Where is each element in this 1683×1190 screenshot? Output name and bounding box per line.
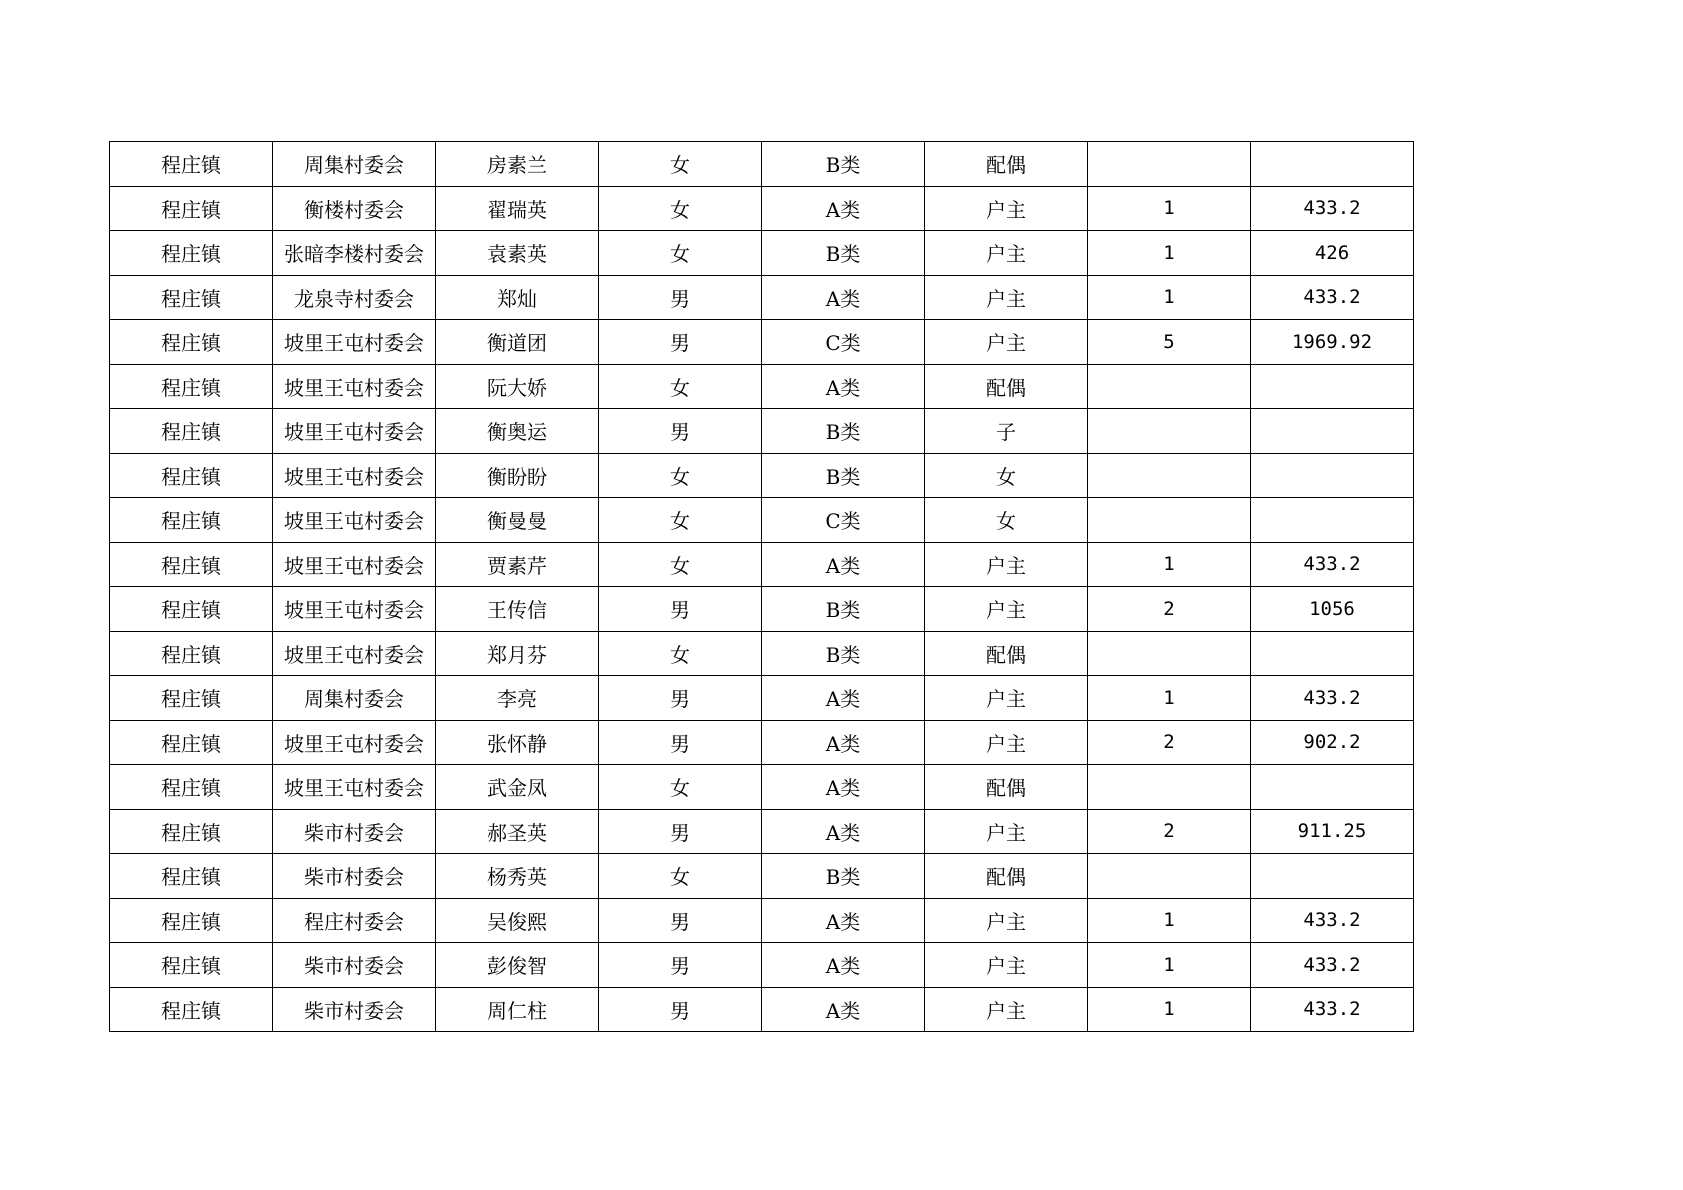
count-cell: 1 [1088, 542, 1251, 587]
relation-cell: 配偶 [925, 765, 1088, 810]
amount-cell [1251, 498, 1414, 543]
relation-cell: 户主 [925, 987, 1088, 1032]
town-cell: 程庄镇 [110, 987, 273, 1032]
count-cell [1088, 409, 1251, 454]
town-cell: 程庄镇 [110, 275, 273, 320]
count-cell: 1 [1088, 186, 1251, 231]
village-cell: 坡里王屯村委会 [273, 498, 436, 543]
gender-cell: 男 [599, 943, 762, 988]
table-row [110, 987, 1414, 1032]
name-cell: 袁素英 [436, 231, 599, 276]
relation-cell: 配偶 [925, 142, 1088, 187]
amount-cell: 1056 [1251, 587, 1414, 632]
village-cell: 坡里王屯村委会 [273, 320, 436, 365]
village-cell: 柴市村委会 [273, 809, 436, 854]
table-row [110, 898, 1414, 943]
gender-cell: 女 [599, 142, 762, 187]
table-row [110, 587, 1414, 632]
count-cell: 1 [1088, 275, 1251, 320]
category-cell: A类 [762, 720, 925, 765]
village-cell: 程庄村委会 [273, 898, 436, 943]
gender-cell: 男 [599, 898, 762, 943]
name-cell: 郑月芬 [436, 631, 599, 676]
amount-cell: 911.25 [1251, 809, 1414, 854]
amount-cell: 902.2 [1251, 720, 1414, 765]
relation-cell: 户主 [925, 943, 1088, 988]
amount-cell: 426 [1251, 231, 1414, 276]
gender-cell: 女 [599, 765, 762, 810]
category-cell: A类 [762, 676, 925, 721]
town-cell: 程庄镇 [110, 364, 273, 409]
relation-cell: 户主 [925, 542, 1088, 587]
table-row [110, 364, 1414, 409]
relation-cell: 户主 [925, 186, 1088, 231]
relation-cell: 女 [925, 498, 1088, 543]
amount-cell: 433.2 [1251, 987, 1414, 1032]
table-row [110, 631, 1414, 676]
table-row [110, 676, 1414, 721]
amount-cell [1251, 631, 1414, 676]
gender-cell: 女 [599, 364, 762, 409]
town-cell: 程庄镇 [110, 587, 273, 632]
gender-cell: 男 [599, 409, 762, 454]
name-cell: 彭俊智 [436, 943, 599, 988]
count-cell: 1 [1088, 676, 1251, 721]
town-cell: 程庄镇 [110, 542, 273, 587]
town-cell: 程庄镇 [110, 453, 273, 498]
category-cell: A类 [762, 809, 925, 854]
name-cell: 阮大娇 [436, 364, 599, 409]
name-cell: 武金凤 [436, 765, 599, 810]
town-cell: 程庄镇 [110, 498, 273, 543]
relation-cell: 户主 [925, 587, 1088, 632]
table-row [110, 809, 1414, 854]
amount-cell: 433.2 [1251, 542, 1414, 587]
table-row [110, 409, 1414, 454]
name-cell: 吴俊熙 [436, 898, 599, 943]
town-cell: 程庄镇 [110, 409, 273, 454]
town-cell: 程庄镇 [110, 765, 273, 810]
table-row [110, 765, 1414, 810]
table-row [110, 854, 1414, 899]
town-cell: 程庄镇 [110, 720, 273, 765]
name-cell: 王传信 [436, 587, 599, 632]
count-cell [1088, 453, 1251, 498]
table-row [110, 231, 1414, 276]
amount-cell [1251, 409, 1414, 454]
village-cell: 张暗李楼村委会 [273, 231, 436, 276]
gender-cell: 女 [599, 186, 762, 231]
count-cell [1088, 498, 1251, 543]
table-row [110, 320, 1414, 365]
village-cell: 坡里王屯村委会 [273, 765, 436, 810]
relation-cell: 户主 [925, 676, 1088, 721]
amount-cell [1251, 765, 1414, 810]
town-cell: 程庄镇 [110, 943, 273, 988]
relation-cell: 户主 [925, 809, 1088, 854]
count-cell: 5 [1088, 320, 1251, 365]
count-cell [1088, 854, 1251, 899]
table-row [110, 275, 1414, 320]
name-cell: 李亮 [436, 676, 599, 721]
amount-cell: 433.2 [1251, 676, 1414, 721]
amount-cell: 433.2 [1251, 898, 1414, 943]
amount-cell [1251, 142, 1414, 187]
category-cell: A类 [762, 765, 925, 810]
table-row [110, 720, 1414, 765]
relation-cell: 户主 [925, 320, 1088, 365]
category-cell: B类 [762, 142, 925, 187]
village-cell: 坡里王屯村委会 [273, 587, 436, 632]
name-cell: 衡曼曼 [436, 498, 599, 543]
gender-cell: 男 [599, 275, 762, 320]
category-cell: C类 [762, 320, 925, 365]
relation-cell: 户主 [925, 275, 1088, 320]
name-cell: 衡盼盼 [436, 453, 599, 498]
table-row [110, 498, 1414, 543]
category-cell: B类 [762, 453, 925, 498]
table-body [110, 142, 1414, 1032]
village-cell: 龙泉寺村委会 [273, 275, 436, 320]
category-cell: B类 [762, 631, 925, 676]
gender-cell: 男 [599, 320, 762, 365]
village-cell: 周集村委会 [273, 142, 436, 187]
name-cell: 郑灿 [436, 275, 599, 320]
village-cell: 坡里王屯村委会 [273, 542, 436, 587]
relation-cell: 户主 [925, 720, 1088, 765]
data-table [109, 141, 1414, 1032]
amount-cell [1251, 854, 1414, 899]
village-cell: 坡里王屯村委会 [273, 720, 436, 765]
category-cell: A类 [762, 275, 925, 320]
village-cell: 柴市村委会 [273, 854, 436, 899]
gender-cell: 女 [599, 453, 762, 498]
amount-cell: 1969.92 [1251, 320, 1414, 365]
relation-cell: 配偶 [925, 364, 1088, 409]
town-cell: 程庄镇 [110, 854, 273, 899]
table-row [110, 542, 1414, 587]
amount-cell: 433.2 [1251, 275, 1414, 320]
relation-cell: 女 [925, 453, 1088, 498]
name-cell: 衡道团 [436, 320, 599, 365]
name-cell: 衡奥运 [436, 409, 599, 454]
amount-cell [1251, 364, 1414, 409]
name-cell: 杨秀英 [436, 854, 599, 899]
gender-cell: 女 [599, 854, 762, 899]
town-cell: 程庄镇 [110, 676, 273, 721]
count-cell: 2 [1088, 809, 1251, 854]
gender-cell: 男 [599, 987, 762, 1032]
village-cell: 周集村委会 [273, 676, 436, 721]
town-cell: 程庄镇 [110, 142, 273, 187]
village-cell: 柴市村委会 [273, 987, 436, 1032]
village-cell: 坡里王屯村委会 [273, 631, 436, 676]
category-cell: B类 [762, 854, 925, 899]
amount-cell: 433.2 [1251, 943, 1414, 988]
count-cell [1088, 142, 1251, 187]
relation-cell: 子 [925, 409, 1088, 454]
relation-cell: 配偶 [925, 631, 1088, 676]
category-cell: B类 [762, 409, 925, 454]
village-cell: 柴市村委会 [273, 943, 436, 988]
count-cell: 2 [1088, 587, 1251, 632]
gender-cell: 女 [599, 231, 762, 276]
table-row [110, 943, 1414, 988]
count-cell [1088, 364, 1251, 409]
table-row [110, 186, 1414, 231]
category-cell: A类 [762, 542, 925, 587]
name-cell: 周仁柱 [436, 987, 599, 1032]
town-cell: 程庄镇 [110, 898, 273, 943]
gender-cell: 女 [599, 498, 762, 543]
town-cell: 程庄镇 [110, 809, 273, 854]
name-cell: 郝圣英 [436, 809, 599, 854]
town-cell: 程庄镇 [110, 631, 273, 676]
count-cell: 1 [1088, 943, 1251, 988]
gender-cell: 男 [599, 587, 762, 632]
category-cell: A类 [762, 987, 925, 1032]
town-cell: 程庄镇 [110, 186, 273, 231]
village-cell: 坡里王屯村委会 [273, 453, 436, 498]
amount-cell: 433.2 [1251, 186, 1414, 231]
category-cell: B类 [762, 231, 925, 276]
gender-cell: 男 [599, 720, 762, 765]
name-cell: 翟瑞英 [436, 186, 599, 231]
village-cell: 坡里王屯村委会 [273, 364, 436, 409]
count-cell: 1 [1088, 987, 1251, 1032]
name-cell: 贾素芹 [436, 542, 599, 587]
category-cell: C类 [762, 498, 925, 543]
gender-cell: 女 [599, 542, 762, 587]
gender-cell: 女 [599, 631, 762, 676]
amount-cell [1251, 453, 1414, 498]
category-cell: A类 [762, 186, 925, 231]
village-cell: 衡楼村委会 [273, 186, 436, 231]
name-cell: 张怀静 [436, 720, 599, 765]
gender-cell: 男 [599, 809, 762, 854]
category-cell: A类 [762, 943, 925, 988]
town-cell: 程庄镇 [110, 320, 273, 365]
town-cell: 程庄镇 [110, 231, 273, 276]
count-cell [1088, 765, 1251, 810]
name-cell: 房素兰 [436, 142, 599, 187]
village-cell: 坡里王屯村委会 [273, 409, 436, 454]
count-cell: 1 [1088, 898, 1251, 943]
category-cell: A类 [762, 364, 925, 409]
gender-cell: 男 [599, 676, 762, 721]
category-cell: A类 [762, 898, 925, 943]
category-cell: B类 [762, 587, 925, 632]
table-row [110, 453, 1414, 498]
relation-cell: 配偶 [925, 854, 1088, 899]
table-row [110, 142, 1414, 187]
relation-cell: 户主 [925, 231, 1088, 276]
relation-cell: 户主 [925, 898, 1088, 943]
count-cell: 2 [1088, 720, 1251, 765]
count-cell: 1 [1088, 231, 1251, 276]
count-cell [1088, 631, 1251, 676]
